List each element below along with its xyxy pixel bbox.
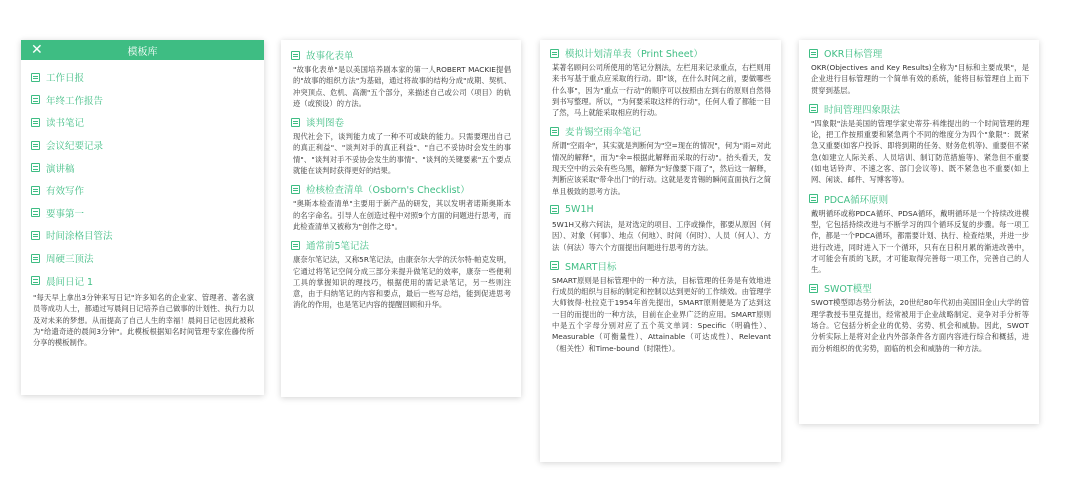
- document-icon: [31, 254, 40, 263]
- template-item-label: 年终工作报告: [46, 95, 104, 107]
- template-description: 所谓"空雨伞"，其实就是判断何为"空=现在的情况"，何为"雨=对此情况的解释"，而为"伞=根据此解释而采取的行动"。抬头看天，发现天空中的云朵有些乌黑，解释为"好像要下雨了"，然后这一解释，判断应该采取"带伞出门"的行动。这就是麦肯锡的瞬间直面执行之简单且极致的思考方法。: [552, 141, 771, 196]
- template-section[interactable]: [809, 102, 1029, 186]
- document-icon: [809, 104, 818, 113]
- template-detail-panel-3: [540, 40, 781, 462]
- template-description: 戴明循环或称PDCA循环、PDSA循环，戴明循环是一个持续改进模型，它包括持续改进与不断学习的四个循环反复的步骤。每一项工作，都是一个PDCA循环，都需要计划、执行、检查结果，并进一步进行改进，同时进入下一个循环，只有在日积月累的渐进改善中，才可能会有质的飞跃，才可能取得完善每一项工作，完善自己的人生。: [811, 208, 1029, 275]
- template-description: OKR(Objectives and Key Results)全称为"目标和主要成果"，是企业进行目标管理的一个简单有效的系统，能将目标管理自上而下贯穿到基层。: [811, 63, 1029, 95]
- template-section[interactable]: [291, 238, 511, 310]
- template-library-header: [21, 40, 264, 60]
- document-icon: [291, 185, 300, 194]
- template-detail-panel-2: [281, 40, 521, 397]
- template-item-effective-writing[interactable]: [31, 179, 254, 202]
- template-library-panel: [21, 40, 264, 395]
- document-icon: [31, 73, 40, 82]
- template-item-speech[interactable]: [31, 156, 254, 179]
- template-section[interactable]: [291, 115, 511, 176]
- template-item-reading-notes[interactable]: [31, 111, 254, 134]
- template-section-title: SMART目标: [565, 261, 617, 273]
- template-section[interactable]: [809, 46, 1029, 96]
- document-icon: [291, 241, 300, 250]
- template-section-title: OKR目标管理: [824, 49, 883, 60]
- document-icon: [809, 284, 818, 293]
- document-icon: [550, 49, 559, 58]
- document-icon: [31, 95, 40, 104]
- template-section[interactable]: [809, 281, 1029, 353]
- template-section-title: 麦肯锡空雨伞笔记: [565, 127, 642, 139]
- template-description: "每天早上拿出3分钟来写日记"许多知名的企业家、管理者、著名演员等成功人士，都通过写晨间日记培养自己做事的计划性、执行力以及对未来的梦想。从而提高了自己人生的幸福！晨间日记也因此被称为"给遗奇迹的晨间3分钟"。此模板根据知名时间管理专家佐藤传所分享的模板制作。: [33, 292, 254, 348]
- template-description: 5W1H又称六何法，是对选定的项目、工序或操作，都要从原因（何因）、对象（何事）、地点（何地）、时间（何时）、人员（何人）、方法（何法）等六个方面提出问题进行思考的方法。: [552, 219, 772, 252]
- template-section[interactable]: [809, 192, 1029, 276]
- document-icon: [31, 141, 40, 150]
- document-icon: [31, 231, 40, 240]
- document-icon: [31, 186, 40, 195]
- template-section-title: SWOT模型: [824, 284, 872, 296]
- document-icon: [291, 51, 300, 60]
- template-item-daily-report[interactable]: [31, 66, 254, 89]
- template-section-title: 故事化表单: [306, 51, 354, 62]
- document-icon: [550, 261, 559, 270]
- document-icon: [291, 118, 300, 127]
- template-description: 康奈尔笔记法，又称5R笔记法，由康奈尔大学的沃尔特·帕克发明，它通过将笔记空间分成三部分来提升做笔记的效率，康奈一些便利工具的掌握知识的理技巧，根据使用的需记录笔记，另一些则注意，由于归纳笔记的内容和要点，最后一些写总结，能到促进思考消化的作用，也是笔记内容的提醒回顾和升华。: [293, 255, 511, 310]
- template-item-morning-diary[interactable]: [31, 269, 254, 292]
- template-description: "故事化表单"是以美国培养剧本家的第一人ROBERT MACKIE提倡的"故事的组织方法"为基础，通过将故事的结构分成"成期、契机、冲突顶点、危机、高潮"五个部分，来描述自己或公司（项目）的轨迹（或预设）的方法。: [293, 65, 511, 108]
- template-item-label: 晨间日记 1: [46, 276, 94, 288]
- template-item-label: 会议纪要记录: [46, 141, 104, 153]
- template-item-label: 要事第一: [46, 208, 85, 220]
- template-section[interactable]: [550, 259, 771, 354]
- template-description: "奥斯本检查清单"主要用于新产品的研发，其以发明者诺斯奥斯本的名字命名。引导人在创造过程中对照9个方面的问题进行思考，而此检查清单又被称为"创作之母"。: [293, 199, 511, 231]
- template-item-label: 演讲稿: [46, 163, 75, 175]
- document-icon: [31, 276, 40, 285]
- template-description: 现代社会下，谈判能力成了一种不可或缺的能力。只需要理出自己的真正利益"、"谈判对手的真正利益"、"自己不妥协时会发生的事情"、"谈判对手不妥协会发生的事情"、"谈判的关键要素"五个要点就能在谈判时获得更好的结果。: [293, 132, 511, 176]
- document-icon: [31, 208, 40, 217]
- template-item-label: 周硬三顶法: [46, 254, 94, 266]
- template-section[interactable]: [550, 124, 771, 196]
- document-icon: [550, 127, 559, 136]
- template-item-label: 时间涂格目管法: [46, 231, 113, 243]
- template-section[interactable]: [291, 182, 511, 232]
- template-item-first-things-first[interactable]: [31, 202, 254, 225]
- template-section[interactable]: [550, 203, 771, 253]
- template-section[interactable]: [291, 48, 511, 109]
- template-section-title: 谈判图卷: [306, 118, 345, 130]
- template-item-weekly-three[interactable]: [31, 247, 254, 270]
- template-section-title: 通常前5笔记法: [306, 241, 370, 253]
- template-description: SWOT模型即态势分析法，20世纪80年代初由美国旧金山大学的管理学教授韦里克提出，经常被用于企业战略制定、竞争对手分析等场合。它包括分析企业的优势、劣势、机会和威胁。因此，SWOT分析实际上是将对企业内外部条件各方面内容进行综合和概括，进而分析组织的优劣势，面临的机会和威胁的一种方法。: [811, 298, 1029, 353]
- template-item-label: 读书笔记: [46, 118, 85, 130]
- template-section-title: 模拟计划清单表（Print Sheet）: [565, 49, 703, 60]
- template-section-title: 5W1H: [565, 204, 594, 216]
- template-section[interactable]: [550, 46, 771, 118]
- document-icon: [31, 118, 40, 127]
- template-description: "四象限"法是美国的管理学家史蒂芬·科维提出的一个时间管理的理论，把工作按照重要和紧急两个不同的维度分为四个"象限"：既紧急又重要(如客户投诉、即将到期的任务、财务危机等)、重要但不紧急(如建立人际关系、人员培训、制订防范措施等)、紧急但不重要(如电话铃声、不速之客、部门会议等)、既不紧急也不重要(如上网、闲谈、邮件、写博客等)。: [811, 118, 1029, 185]
- template-description: SMART原则是目标管理中的一种方法，目标管理的任务是有效地进行成员的组织与目标的制定和控制以达到更好的工作绩效。由管理学大师彼得·杜拉克于1954年首先提出，SMART原则便是为了达到这一目的而提出的一种方法，目前在企业界广泛的应用。SMART原则中是五个字母分别对应了五个英文单词：Specific（明确性）、Measurable（可衡量性）、Attainable（可达成性）、Relevant（相关性）和Time-bound（时限性）。: [552, 275, 771, 353]
- template-section-title: PDCA循环原则: [824, 194, 889, 206]
- template-item-meeting-minutes[interactable]: [31, 134, 254, 157]
- close-icon[interactable]: ✕: [31, 42, 43, 58]
- document-icon: [31, 163, 40, 172]
- template-item-label: 工作日报: [46, 73, 85, 85]
- document-icon: [809, 194, 818, 203]
- template-item-annual-report[interactable]: [31, 89, 254, 112]
- template-description: 某著名顾问公司所使用的笔记分割法，左栏用来记录重点，右栏则用来书写基于重点应采取的行动。即"该，在什么时间之前，要做哪些什么事"，因为"重点一行动"的顺序可以按照由左到右的原则自然得到书写整理。所以，"为何要采取这样的行动"，任何人看了都能一目了然，马上就能采取相应的行动。: [552, 63, 771, 118]
- template-section-title: 时间管理四象限法: [824, 104, 901, 116]
- template-library-title: 模板库: [127, 46, 158, 58]
- template-item-time-grid[interactable]: [31, 224, 254, 247]
- template-detail-panel-4: [799, 40, 1039, 424]
- document-icon: [550, 205, 559, 214]
- template-list: [21, 60, 264, 348]
- document-icon: [809, 49, 818, 58]
- template-section-title: 检核检查清单（Osborn's Checklist）: [306, 185, 470, 197]
- template-item-label: 有效写作: [46, 186, 85, 198]
